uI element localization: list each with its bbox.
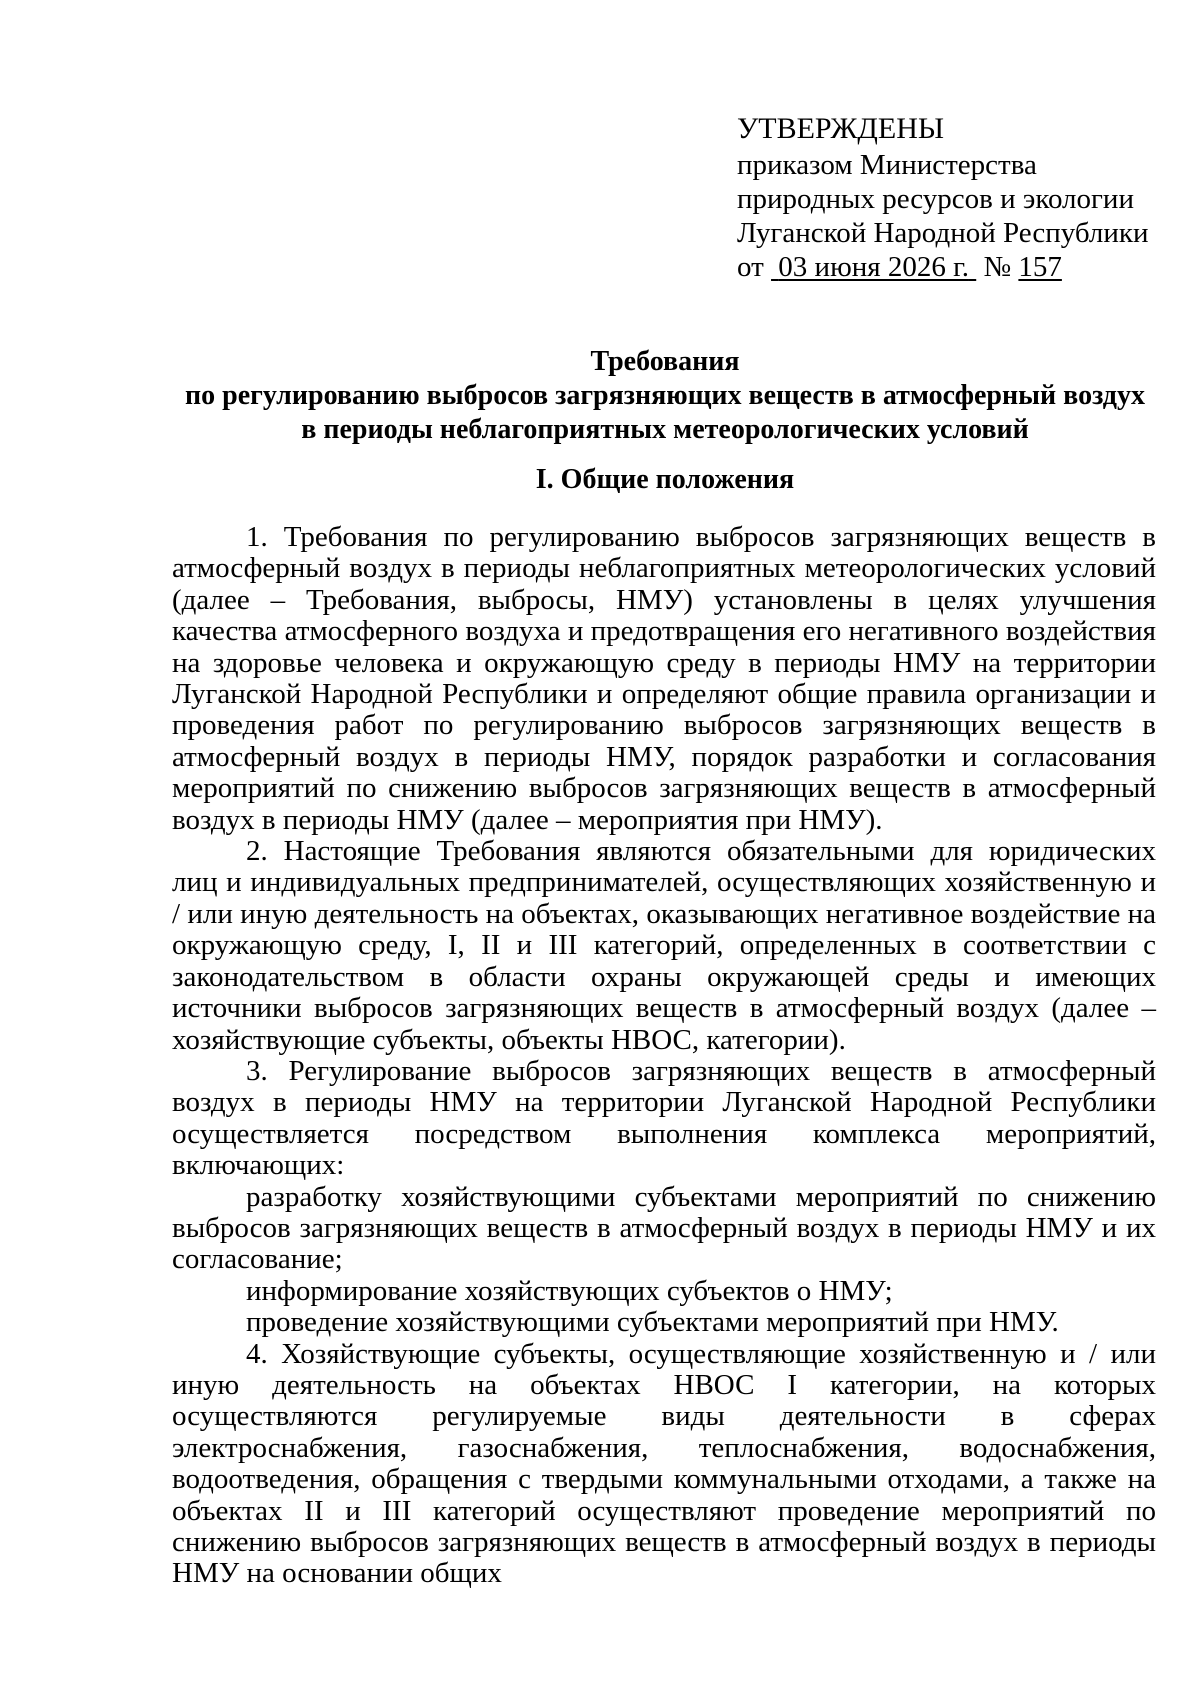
approval-date-line (737, 250, 1177, 284)
approval-line: Луганской Народной Республики (737, 217, 1149, 249)
title-line: по регулированию выбросов загрязняющих веществ в атмосферный воздух (185, 380, 1145, 411)
approval-line: природных ресурсов и экологии (737, 183, 1134, 215)
paragraph: 2. Настоящие Требования являются обязательными для юридических лиц и индивидуальных предпринимателей, осуществляющих хозяйственную и / или иную деятельность на объектах, оказывающих негативное воздействие на окружающую среду, I, II и III категорий, определенных в соответствии с законодательством в области охраны окружающей среды и имеющих источники выбросов загрязняющих веществ в атмосферный воздух (далее – хозяйствующие субъекты, объекты НВОС, категории). (172, 835, 1156, 1056)
paragraph: 3. Регулирование выбросов загрязняющих веществ в атмосферный воздух в периоды НМУ на территории Луганской Народной Республики осуществляется посредством выполнения комплекса мероприятий, включающих: (172, 1054, 1156, 1182)
document-title (170, 345, 1160, 447)
document-body (172, 522, 1156, 1590)
section-heading: I. Общие положения (535, 464, 795, 495)
number-sign: № (983, 251, 1012, 283)
approval-date (771, 251, 976, 283)
approval-block (737, 112, 1177, 284)
list-item: информирование хозяйствующих субъектов о НМУ; (246, 1274, 893, 1307)
approval-date-text: 03 июня 2026 г. (778, 251, 969, 283)
paragraph: 1. Требования по регулированию выбросов загрязняющих веществ в атмосферный воздух в периоды неблагоприятных метеорологических условий (далее – Требования, выбросы, НМУ) установлены в целях улучшения качества атмосферного воздуха и предотвращения его негативного воздействия на здоровье человека и окружающую среду в периоды НМУ на территории Луганской Народной Республики и определяют общие правила организации и проведения работ по регулированию выбросов загрязняющих веществ в атмосферный воздух в периоды НМУ, порядок разработки и согласования мероприятий по снижению выбросов загрязняющих веществ в атмосферный воздух в периоды НМУ (далее – мероприятия при НМУ). (172, 521, 1156, 836)
title-line: Требования (590, 346, 740, 377)
approval-stamp: УТВЕРЖДЕНЫ (737, 112, 945, 145)
approval-line: приказом Министерства (737, 149, 1037, 181)
title-line: в периоды неблагоприятных метеорологических условий (301, 414, 1029, 445)
approval-number: 157 (1018, 251, 1062, 283)
paragraph: 4. Хозяйствующие субъекты, осуществляющие хозяйственную и / или иную деятельность на объектах НВОС I категории, на которых осуществляются регулируемые виды деятельности в сферах электроснабжения, газоснабжения, теплоснабжения, водоснабжения, водоотведения, обращения с твердыми коммунальными отходами, а также на объектах II и III категорий осуществляют проведение мероприятий по снижению выбросов загрязняющих веществ в атмосферный воздух в периоды НМУ на основании общих (172, 1337, 1156, 1590)
list-item: проведение хозяйствующими субъектами мероприятий при НМУ. (246, 1306, 1059, 1339)
list-item: разработку хозяйствующими субъектами мероприятий по снижению выбросов загрязняющих веществ в атмосферный воздух в периоды НМУ и их согласование; (172, 1180, 1156, 1276)
date-prefix: от (737, 251, 764, 283)
